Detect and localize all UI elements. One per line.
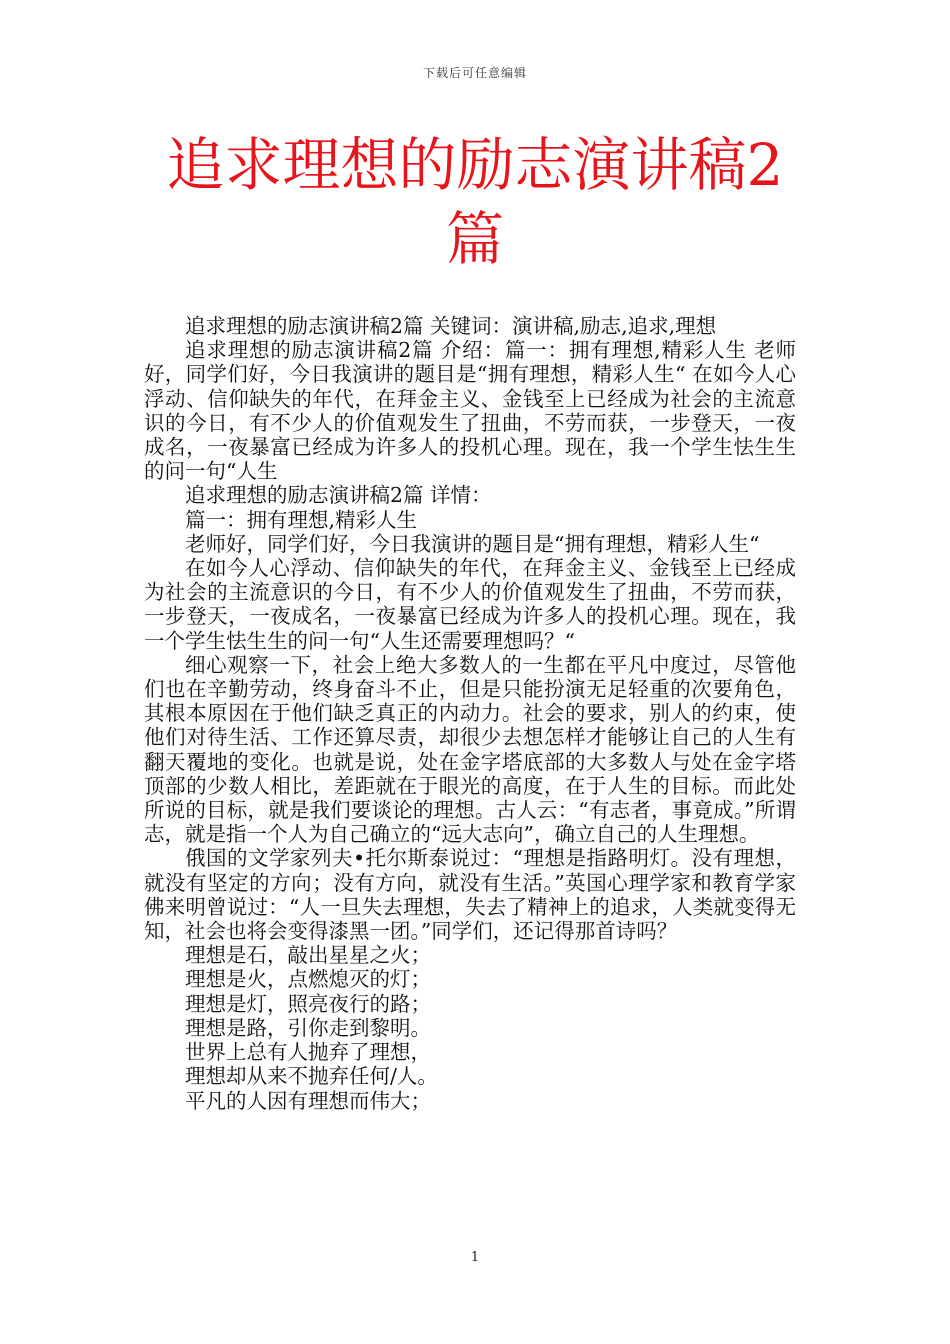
paragraph-observation: 细心观察一下，社会上绝大多数人的一生都在平凡中度过，尽管他们也在辛勤劳动，终身奋斗不止，但是只能扮演无足轻重的次要角色，其根本原因在于他们缺乏真正的内动力。社会的要求，别人的约束，使他们对待生活、工作还算尽责，却很少去想怎样才能够让自己的人生有翻天覆地的变化。也就是说，处在金字塔底部的大多数人与处在金字塔顶部的少数人相比，差距就在于眼光的高度，在于人生的目标。而此处所说的目标，就是我们要谈论的理想。古人云：“有志者，事竟成。”所谓志，就是指一个人为自己确立的“远大志向”，确立自己的人生理想。: [144, 652, 796, 847]
paragraph-section-one-title: 篇一：拥有理想,精彩人生: [185, 507, 418, 532]
paragraph-greeting: 老师好，同学们好，今日我演讲的题目是“拥有理想，精彩人生“: [185, 531, 760, 556]
poem-line: 理想是石，敲出星星之火；: [185, 943, 431, 968]
poem-line: 理想却从来不抛弃任何/人。: [185, 1064, 438, 1089]
poem-line: 平凡的人因有理想而伟大；: [185, 1088, 431, 1113]
document-title: 追求理想的励志演讲稿2篇: [166, 131, 784, 273]
header-note: 下载后可任意编辑: [422, 66, 527, 80]
paragraph-details-heading: 追求理想的励志演讲稿2篇 详情：: [185, 483, 492, 508]
poem-line: 理想是路，引你走到黎明。: [185, 1015, 431, 1040]
page-number: 1: [470, 1250, 480, 1265]
paragraph-society: 在如今人心浮动、信仰缺失的年代，在拜金主义、金钱至上已经成为社会的主流意识的今日，有不少人的价值观发生了扭曲，不劳而获，一步登天，一夜成名，一夜暴富已经成为许多人的投机心理。现在，我一个学生怯生生的问一句“人生还需要理想吗？“: [144, 556, 796, 653]
paragraph-intro: 追求理想的励志演讲稿2篇 介绍：篇一：拥有理想,精彩人生 老师好，同学们好，今日我演讲的题目是“拥有理想，精彩人生“ 在如今人心浮动、信仰缺失的年代，在拜金主义、金钱至上已经成为社会的主流意识的今日，有不少人的价值观发生了扭曲，不劳而获，一步登天，一夜成名，一夜暴富已经成为许多人的投机心理。现在，我一个学生怯生生的问一句“人生: [144, 338, 796, 484]
document-body: [144, 314, 796, 1113]
poem-line: 世界上总有人抛弃了理想，: [185, 1040, 431, 1065]
paragraph-quotes: 俄国的文学家列夫•托尔斯泰说过：“理想是指路明灯。没有理想，就没有坚定的方向；没有方向，就没有生活。”英国心理学家和教育学家佛来明曾说过：“人一旦失去理想，失去了精神上的追求，人类就变得无知，社会也将会变得漆黑一团。”同学们，还记得那首诗吗？: [144, 846, 796, 944]
poem-line: 理想是火，点燃熄灭的灯；: [185, 967, 431, 992]
paragraph-keywords: 追求理想的励志演讲稿2篇 关键词：演讲稿,励志,追求,理想: [185, 314, 717, 338]
poem-line: 理想是灯，照亮夜行的路；: [185, 991, 431, 1016]
